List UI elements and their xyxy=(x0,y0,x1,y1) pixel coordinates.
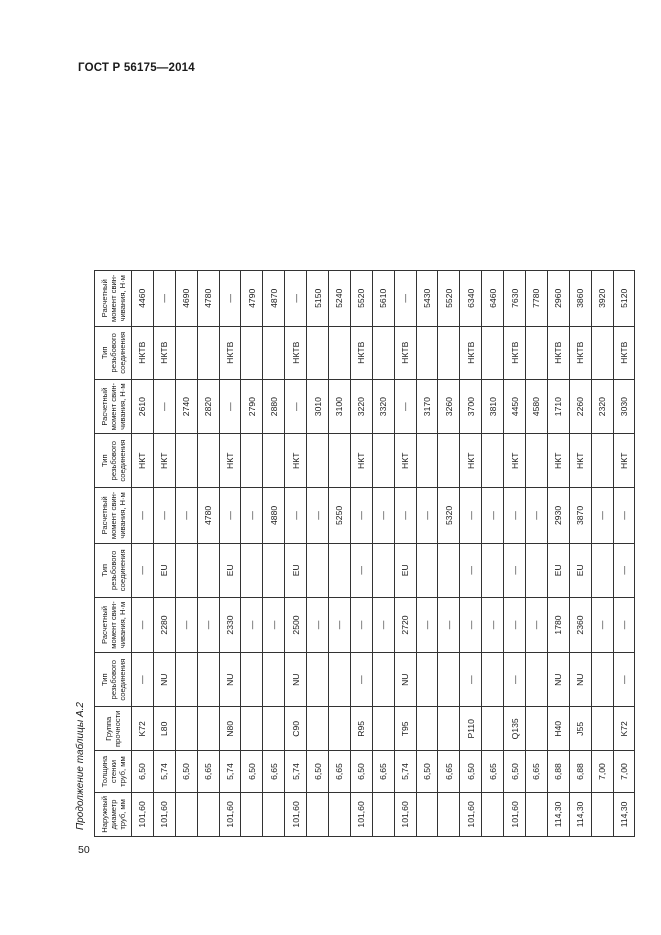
table-cell xyxy=(197,792,219,836)
table-cell: C90 xyxy=(285,707,307,751)
table-cell: 101,60 xyxy=(394,792,416,836)
table-cell: — xyxy=(526,488,548,544)
table-cell: — xyxy=(285,380,307,434)
table-cell: НКТВ xyxy=(569,326,591,379)
table-cell xyxy=(416,653,438,707)
table-cell: 6,65 xyxy=(329,751,351,793)
table-cell: NU xyxy=(219,653,241,707)
table-cell: НКТВ xyxy=(460,326,482,379)
table-cell: — xyxy=(219,488,241,544)
column-header: Расчетный момент свин-чивания, Н·м xyxy=(95,271,132,327)
table-cell xyxy=(438,707,460,751)
table-row xyxy=(372,271,394,837)
table-cell xyxy=(175,707,197,751)
table-cell xyxy=(482,707,504,751)
table-cell xyxy=(526,653,548,707)
table-cell: — xyxy=(329,597,351,652)
table-cell: EU xyxy=(219,543,241,597)
table-cell: НКТВ xyxy=(504,326,526,379)
table-cell xyxy=(591,653,613,707)
table-cell: 3010 xyxy=(307,380,329,434)
table-cell: — xyxy=(504,597,526,652)
rotated-table-container xyxy=(94,270,635,837)
table-cell: — xyxy=(132,653,154,707)
table-cell: 5,74 xyxy=(219,751,241,793)
table-cell xyxy=(591,707,613,751)
table-cell: EU xyxy=(547,543,569,597)
table-cell: R95 xyxy=(350,707,372,751)
table-cell: NU xyxy=(569,653,591,707)
table-cell: НКТ xyxy=(569,434,591,488)
table-cell xyxy=(416,434,438,488)
table-cell: 5120 xyxy=(613,271,635,327)
table-cell: — xyxy=(591,488,613,544)
table-cell: 114,30 xyxy=(547,792,569,836)
table-cell: — xyxy=(132,488,154,544)
table-cell: 7,00 xyxy=(591,751,613,793)
table-cell: 6,50 xyxy=(307,751,329,793)
table-cell xyxy=(263,434,285,488)
table-cell: 6,50 xyxy=(504,751,526,793)
table-cell: 2720 xyxy=(394,597,416,652)
table-cell: НКТВ xyxy=(394,326,416,379)
table-cell xyxy=(329,326,351,379)
table-cell: 5,74 xyxy=(153,751,175,793)
table-cell: 7630 xyxy=(504,271,526,327)
table-row xyxy=(197,271,219,837)
table-row xyxy=(526,271,548,837)
table-cell: 4790 xyxy=(241,271,263,327)
table-cell xyxy=(307,434,329,488)
column-header: Толщина стенки труб, мм xyxy=(95,751,132,793)
table-cell: — xyxy=(372,488,394,544)
table-cell: 3860 xyxy=(569,271,591,327)
table-cell: 4780 xyxy=(197,271,219,327)
table-row xyxy=(613,271,635,837)
table-cell: 6,88 xyxy=(547,751,569,793)
table-cell xyxy=(175,653,197,707)
table-cell: — xyxy=(438,597,460,652)
table-cell: — xyxy=(350,488,372,544)
table-cell: 2820 xyxy=(197,380,219,434)
table-cell xyxy=(241,792,263,836)
table-cell: EU xyxy=(285,543,307,597)
table-cell: 3700 xyxy=(460,380,482,434)
table-cell: 2930 xyxy=(547,488,569,544)
table-cell: N80 xyxy=(219,707,241,751)
table-row xyxy=(219,271,241,837)
page-number: 50 xyxy=(78,844,90,856)
table-cell: 6,50 xyxy=(416,751,438,793)
table-cell: 3030 xyxy=(613,380,635,434)
table-cell: 101,60 xyxy=(153,792,175,836)
table-cell: 6,65 xyxy=(526,751,548,793)
table-cell xyxy=(263,707,285,751)
table-cell xyxy=(526,326,548,379)
table-cell: 2500 xyxy=(285,597,307,652)
table-cell xyxy=(329,707,351,751)
table-cell: — xyxy=(132,543,154,597)
table-cell: H40 xyxy=(547,707,569,751)
table-cell xyxy=(526,434,548,488)
table-cell: 5520 xyxy=(438,271,460,327)
table-cell: NU xyxy=(547,653,569,707)
table-cell: 3320 xyxy=(372,380,394,434)
table-cell: — xyxy=(263,597,285,652)
table-cell xyxy=(372,543,394,597)
column-header: Расчетный момент свин-чивания, Н·м xyxy=(95,380,132,434)
table-caption: Продолжение таблицы А.2 xyxy=(75,702,86,830)
table-cell: 5320 xyxy=(438,488,460,544)
table-cell xyxy=(372,707,394,751)
table-cell: — xyxy=(460,488,482,544)
table-cell xyxy=(175,792,197,836)
table-cell: — xyxy=(153,271,175,327)
table-cell: НКТВ xyxy=(613,326,635,379)
column-header: Тип резьбового соединения xyxy=(95,543,132,597)
table-cell: — xyxy=(504,653,526,707)
table-cell: 3810 xyxy=(482,380,504,434)
table-cell: 6,50 xyxy=(241,751,263,793)
table-cell: НКТ xyxy=(547,434,569,488)
table-cell xyxy=(438,543,460,597)
table-cell: 5240 xyxy=(329,271,351,327)
table-cell xyxy=(263,543,285,597)
table-cell: 5520 xyxy=(350,271,372,327)
table-cell: НКТ xyxy=(350,434,372,488)
table-cell: NU xyxy=(285,653,307,707)
table-cell xyxy=(263,326,285,379)
table-cell xyxy=(482,326,504,379)
table-cell: НКТ xyxy=(460,434,482,488)
table-cell: — xyxy=(613,597,635,652)
table-cell: 2360 xyxy=(569,597,591,652)
table-cell: NU xyxy=(153,653,175,707)
table-cell: — xyxy=(219,271,241,327)
table-cell xyxy=(591,326,613,379)
table-cell: НКТВ xyxy=(285,326,307,379)
column-header: Наружный диаметр труб, мм xyxy=(95,792,132,836)
table-cell: 101,60 xyxy=(350,792,372,836)
table-cell xyxy=(197,653,219,707)
table-cell: 5150 xyxy=(307,271,329,327)
table-cell: 4690 xyxy=(175,271,197,327)
table-row xyxy=(460,271,482,837)
table-row xyxy=(175,271,197,837)
table-cell: — xyxy=(394,488,416,544)
table-cell xyxy=(307,792,329,836)
table-cell: НКТ xyxy=(394,434,416,488)
table-cell: 3170 xyxy=(416,380,438,434)
table-header-row xyxy=(95,271,132,837)
table-cell: — xyxy=(197,597,219,652)
table-cell: 2880 xyxy=(263,380,285,434)
table-row xyxy=(394,271,416,837)
table-cell: — xyxy=(394,271,416,327)
table-cell: — xyxy=(153,380,175,434)
table-cell: — xyxy=(394,380,416,434)
table-cell: Q135 xyxy=(504,707,526,751)
table-cell xyxy=(197,434,219,488)
table-cell xyxy=(416,792,438,836)
table-cell: L80 xyxy=(153,707,175,751)
table-cell: 5,74 xyxy=(285,751,307,793)
table-cell: 1780 xyxy=(547,597,569,652)
table-cell: — xyxy=(613,488,635,544)
table-cell: НКТВ xyxy=(219,326,241,379)
table-cell xyxy=(263,792,285,836)
table-row xyxy=(504,271,526,837)
table-cell: 101,60 xyxy=(504,792,526,836)
table-cell: — xyxy=(175,488,197,544)
table-row xyxy=(285,271,307,837)
table-cell: — xyxy=(219,380,241,434)
table-cell: — xyxy=(460,653,482,707)
table-cell: — xyxy=(285,271,307,327)
table-cell xyxy=(526,707,548,751)
table-cell xyxy=(329,792,351,836)
table-cell: 6,88 xyxy=(569,751,591,793)
table-cell: — xyxy=(482,597,504,652)
table-row xyxy=(132,271,154,837)
table-cell: — xyxy=(460,543,482,597)
table-cell xyxy=(197,707,219,751)
table-cell: НКТ xyxy=(285,434,307,488)
standard-title: ГОСТ Р 56175—2014 xyxy=(78,62,195,74)
table-cell: 3260 xyxy=(438,380,460,434)
table-cell xyxy=(416,707,438,751)
table-row xyxy=(416,271,438,837)
table-cell: — xyxy=(175,597,197,652)
table-cell: — xyxy=(504,488,526,544)
table-cell: 101,60 xyxy=(285,792,307,836)
table-cell xyxy=(482,792,504,836)
table-cell: K72 xyxy=(613,707,635,751)
table-cell xyxy=(241,543,263,597)
table-cell: — xyxy=(350,543,372,597)
table-row xyxy=(307,271,329,837)
table-cell xyxy=(241,707,263,751)
table-row xyxy=(329,271,351,837)
table-cell xyxy=(438,653,460,707)
table-cell: 101,60 xyxy=(460,792,482,836)
table-row xyxy=(547,271,569,837)
table-cell xyxy=(438,326,460,379)
table-cell: — xyxy=(416,597,438,652)
table-cell: 6,65 xyxy=(263,751,285,793)
table-cell: — xyxy=(307,597,329,652)
table-cell xyxy=(416,326,438,379)
table-cell xyxy=(263,653,285,707)
column-header: Тип резьбового соединения xyxy=(95,326,132,379)
table-cell: T95 xyxy=(394,707,416,751)
table-cell: J55 xyxy=(569,707,591,751)
table-cell: 2260 xyxy=(569,380,591,434)
table-cell: 3220 xyxy=(350,380,372,434)
table-cell xyxy=(241,326,263,379)
table-cell: — xyxy=(504,543,526,597)
table-cell: 114,30 xyxy=(569,792,591,836)
table-cell: 7,00 xyxy=(613,751,635,793)
table-cell: — xyxy=(482,488,504,544)
table-cell: 2330 xyxy=(219,597,241,652)
table-cell: — xyxy=(153,488,175,544)
table-cell: — xyxy=(416,488,438,544)
table-cell xyxy=(307,653,329,707)
table-cell xyxy=(197,543,219,597)
table-cell: — xyxy=(613,543,635,597)
table-cell: — xyxy=(460,597,482,652)
table-cell: НКТВ xyxy=(547,326,569,379)
table-cell: — xyxy=(350,597,372,652)
table-cell: 5250 xyxy=(329,488,351,544)
table-cell: 2790 xyxy=(241,380,263,434)
column-header: Расчетный момент свин-чивания, Н·м xyxy=(95,488,132,544)
table-cell xyxy=(241,434,263,488)
table-cell: 6,50 xyxy=(132,751,154,793)
table-cell: — xyxy=(241,488,263,544)
table-row xyxy=(438,271,460,837)
table-cell: — xyxy=(132,597,154,652)
table-cell xyxy=(175,543,197,597)
table-cell xyxy=(175,326,197,379)
table-cell: 6,65 xyxy=(197,751,219,793)
table-cell: НКТВ xyxy=(350,326,372,379)
table-cell xyxy=(372,792,394,836)
table-cell: 101,60 xyxy=(219,792,241,836)
table-cell: НКТ xyxy=(153,434,175,488)
table-row xyxy=(350,271,372,837)
table-cell: 3920 xyxy=(591,271,613,327)
table-cell: 5,74 xyxy=(394,751,416,793)
table-cell xyxy=(482,434,504,488)
table-cell: 114,30 xyxy=(613,792,635,836)
table-row xyxy=(591,271,613,837)
table-cell: 101,60 xyxy=(132,792,154,836)
table-cell: 4580 xyxy=(526,380,548,434)
table-cell: — xyxy=(285,488,307,544)
table-cell: НКТВ xyxy=(132,326,154,379)
torque-table xyxy=(94,270,635,837)
table-cell: НКТВ xyxy=(153,326,175,379)
table-cell: — xyxy=(591,597,613,652)
table-cell: 6,50 xyxy=(350,751,372,793)
table-cell: 2280 xyxy=(153,597,175,652)
table-cell: EU xyxy=(569,543,591,597)
table-cell: EU xyxy=(394,543,416,597)
table-cell: 4450 xyxy=(504,380,526,434)
table-cell: НКТ xyxy=(504,434,526,488)
table-cell: — xyxy=(372,597,394,652)
table-cell: 4870 xyxy=(263,271,285,327)
table-cell xyxy=(438,792,460,836)
table-cell: 2960 xyxy=(547,271,569,327)
table-cell: EU xyxy=(153,543,175,597)
table-cell: 6,65 xyxy=(482,751,504,793)
table-cell: НКТ xyxy=(132,434,154,488)
table-row xyxy=(482,271,504,837)
table-cell xyxy=(197,326,219,379)
table-cell xyxy=(526,792,548,836)
table-cell xyxy=(307,543,329,597)
table-cell: НКТ xyxy=(613,434,635,488)
table-cell xyxy=(329,434,351,488)
table-cell: 2610 xyxy=(132,380,154,434)
table-cell: 6460 xyxy=(482,271,504,327)
table-row xyxy=(569,271,591,837)
table-cell xyxy=(329,543,351,597)
table-cell: 6340 xyxy=(460,271,482,327)
table-cell xyxy=(307,707,329,751)
table-cell: 5430 xyxy=(416,271,438,327)
table-cell xyxy=(591,543,613,597)
column-header: Тип резьбового соединения xyxy=(95,653,132,707)
table-cell: 6,50 xyxy=(175,751,197,793)
table-cell: 3100 xyxy=(329,380,351,434)
table-row xyxy=(263,271,285,837)
table-cell: 2740 xyxy=(175,380,197,434)
table-cell xyxy=(241,653,263,707)
column-header: Группа прочности xyxy=(95,707,132,751)
table-cell: — xyxy=(613,653,635,707)
table-cell: 4780 xyxy=(197,488,219,544)
table-cell: 5610 xyxy=(372,271,394,327)
table-cell xyxy=(175,434,197,488)
table-cell: 6,65 xyxy=(372,751,394,793)
table-cell: 4880 xyxy=(263,488,285,544)
table-cell: 6,65 xyxy=(438,751,460,793)
table-cell: NU xyxy=(394,653,416,707)
table-cell: — xyxy=(526,597,548,652)
column-header: Расчетный момент свин-чивания, Н·м xyxy=(95,597,132,652)
table-cell xyxy=(372,326,394,379)
column-header: Тип резьбового соединения xyxy=(95,434,132,488)
table-cell xyxy=(482,653,504,707)
table-cell xyxy=(372,653,394,707)
table-cell: 6,50 xyxy=(460,751,482,793)
table-cell xyxy=(526,543,548,597)
table-cell xyxy=(372,434,394,488)
table-cell xyxy=(307,326,329,379)
table-cell xyxy=(438,434,460,488)
table-cell: — xyxy=(307,488,329,544)
table-cell: K72 xyxy=(132,707,154,751)
table-cell: 7780 xyxy=(526,271,548,327)
table-cell xyxy=(482,543,504,597)
table-cell: НКТ xyxy=(219,434,241,488)
table-cell: 4460 xyxy=(132,271,154,327)
table-cell xyxy=(591,434,613,488)
table-cell: 2320 xyxy=(591,380,613,434)
table-row xyxy=(241,271,263,837)
table-cell: 1710 xyxy=(547,380,569,434)
table-row xyxy=(153,271,175,837)
table-cell: P110 xyxy=(460,707,482,751)
table-cell xyxy=(591,792,613,836)
table-cell: — xyxy=(350,653,372,707)
table-cell xyxy=(416,543,438,597)
table-cell: — xyxy=(241,597,263,652)
table-cell: 3870 xyxy=(569,488,591,544)
table-cell xyxy=(329,653,351,707)
